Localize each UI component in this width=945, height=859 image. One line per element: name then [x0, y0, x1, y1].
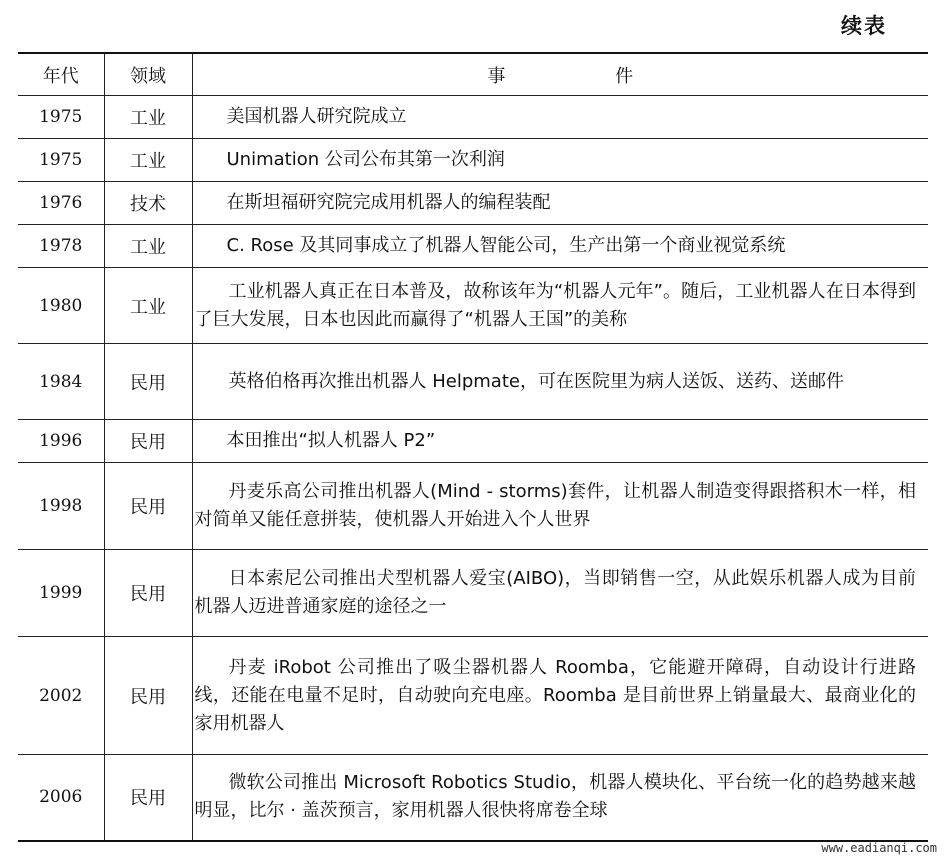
table-row	[18, 344, 928, 420]
cell-year: 2006	[18, 755, 104, 841]
cell-field: 技术	[104, 182, 192, 225]
cell-year: 1978	[18, 225, 104, 268]
cell-event: C. Rose 及其同事成立了机器人智能公司，生产出第一个商业视觉系统	[192, 225, 928, 268]
cell-field: 民用	[104, 550, 192, 637]
cell-year: 1984	[18, 344, 104, 420]
cell-year: 2002	[18, 637, 104, 755]
watermark: www.eadianqi.com	[821, 841, 937, 855]
history-table	[18, 52, 928, 842]
cell-event: 工业机器人真正在日本普及，故称该年为“机器人元年”。随后，工业机器人在日本得到了巨大发展，日本也因此而赢得了“机器人王国”的美称	[192, 268, 928, 344]
cell-year: 1975	[18, 139, 104, 182]
cell-event: 美国机器人研究院成立	[192, 96, 928, 139]
table-row	[18, 96, 928, 139]
header-year: 年代	[18, 53, 104, 96]
table-row	[18, 182, 928, 225]
cell-field: 工业	[104, 268, 192, 344]
cell-field: 民用	[104, 344, 192, 420]
header-event: 事 件	[192, 53, 928, 96]
cell-field: 民用	[104, 755, 192, 841]
table-row	[18, 268, 928, 344]
cell-year: 1975	[18, 96, 104, 139]
table-row	[18, 420, 928, 463]
cell-field: 工业	[104, 139, 192, 182]
cell-event: 英格伯格再次推出机器人 Helpmate，可在医院里为病人送饭、送药、送邮件	[192, 344, 928, 420]
cell-field: 民用	[104, 637, 192, 755]
cell-field: 民用	[104, 420, 192, 463]
cell-year: 1976	[18, 182, 104, 225]
cell-event: 丹麦 iRobot 公司推出了吸尘器机器人 Roomba，它能避开障碍，自动设计行进路线，还能在电量不足时，自动驶向充电座。Roomba 是目前世界上销量最大、最商业化的家用机器人	[192, 637, 928, 755]
cell-event: 微软公司推出 Microsoft Robotics Studio，机器人模块化、平台统一化的趋势越来越明显，比尔 · 盖茨预言，家用机器人很快将席卷全球	[192, 755, 928, 841]
cell-year: 1980	[18, 268, 104, 344]
table-row	[18, 225, 928, 268]
cell-event: Unimation 公司公布其第一次利润	[192, 139, 928, 182]
cell-event: 在斯坦福研究院完成用机器人的编程装配	[192, 182, 928, 225]
table-row	[18, 755, 928, 841]
cell-year: 1996	[18, 420, 104, 463]
cell-field: 民用	[104, 463, 192, 550]
table-row	[18, 139, 928, 182]
cell-year: 1998	[18, 463, 104, 550]
table-caption: 续表	[841, 14, 887, 38]
cell-event: 日本索尼公司推出犬型机器人爱宝(AIBO)，当即销售一空，从此娱乐机器人成为目前机器人迈进普通家庭的途径之一	[192, 550, 928, 637]
cell-field: 工业	[104, 96, 192, 139]
cell-year: 1999	[18, 550, 104, 637]
cell-event: 丹麦乐高公司推出机器人(Mind - storms)套件，让机器人制造变得跟搭积木一样，相对简单又能任意拼装，使机器人开始进入个人世界	[192, 463, 928, 550]
header-field: 领域	[104, 53, 192, 96]
table-row	[18, 550, 928, 637]
table-row	[18, 463, 928, 550]
cell-field: 工业	[104, 225, 192, 268]
table-header-row	[18, 53, 928, 96]
table-row	[18, 637, 928, 755]
cell-event: 本田推出“拟人机器人 P2”	[192, 420, 928, 463]
